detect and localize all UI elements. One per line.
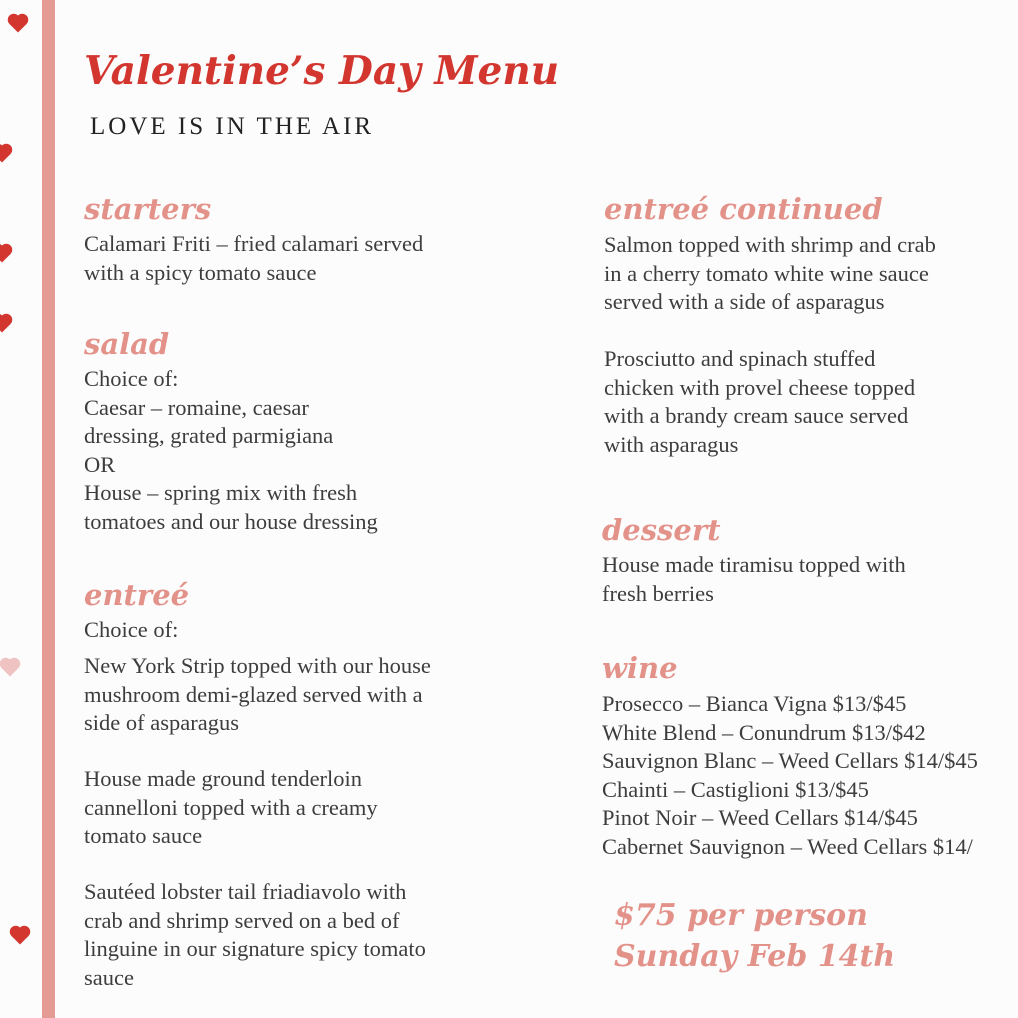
section-heading-entree-continued: entreé continued	[604, 192, 883, 226]
wine-item: White Blend – Conundrum $13/$42	[602, 719, 926, 745]
text-line: served with a side of asparagus	[604, 289, 885, 314]
heart-icon	[2, 660, 19, 677]
text-line: Salmon topped with shrimp and crab	[604, 232, 936, 257]
text-line: dressing, grated parmigiana	[84, 423, 334, 448]
text-line: Calamari Friti – fried calamari served	[84, 231, 424, 256]
text-line: House made tiramisu topped with	[602, 552, 906, 577]
text-line: linguine in our signature spicy tomato	[84, 936, 426, 961]
heart-icon	[10, 16, 27, 33]
section-heading-dessert: dessert	[602, 513, 721, 547]
text-line: Choice of:	[84, 617, 179, 642]
text-line: New York Strip topped with our house	[84, 653, 431, 678]
decorative-stripe	[42, 0, 55, 1018]
text-line: mushroom demi-glazed served with a	[84, 681, 423, 707]
menu-title: Valentine’s Day Menu	[84, 48, 560, 94]
heart-icon	[0, 146, 10, 163]
wine-item: Cabernet Sauvignon – Weed Cellars $14/	[602, 833, 973, 859]
entree-item	[84, 652, 431, 738]
entree-choice-label	[84, 616, 178, 645]
text-line: OR	[84, 451, 116, 477]
text-line: sauce	[84, 964, 134, 990]
text-line: Caesar – romaine, caesar	[84, 394, 309, 420]
section-heading-salad: salad	[84, 327, 170, 361]
wine-item: Pinot Noir – Weed Cellars $14/$45	[602, 805, 918, 830]
wine-item: Prosecco – Bianca Vigna $13/$45	[602, 691, 907, 716]
text-line: House made ground tenderloin	[84, 766, 363, 791]
entree-continued-item	[604, 345, 915, 459]
text-line: cannelloni topped with a creamy	[84, 794, 378, 820]
text-line: with a spicy tomato sauce	[84, 259, 317, 285]
entree-continued-item	[604, 231, 936, 317]
event-date: Sunday Feb 14th	[614, 939, 896, 974]
text-line: Sautéed lobster tail friadiavolo with	[84, 879, 407, 904]
menu-subtitle: LOVE IS IN THE AIR	[90, 113, 375, 140]
entree-item	[84, 765, 378, 851]
text-line: in a cherry tomato white wine sauce	[604, 260, 929, 286]
price-per-person: $75 per person	[614, 898, 868, 933]
wine-item: Chainti – Castiglioni $13/$45	[602, 776, 869, 802]
text-line: tomatoes and our house dressing	[84, 508, 378, 534]
heart-icon	[12, 928, 29, 945]
salad-description	[84, 365, 378, 536]
wine-item: Sauvignon Blanc – Weed Cellars $14/$45	[602, 748, 978, 773]
text-line: chicken with provel cheese topped	[604, 374, 916, 400]
section-heading-wine: wine	[602, 651, 678, 685]
text-line: Prosciutto and spinach stuffed	[604, 346, 876, 371]
starters-description	[84, 230, 423, 287]
text-line: crab and shrimp served on a bed of	[84, 907, 400, 933]
section-heading-entree: entreé	[84, 578, 190, 612]
heart-icon	[0, 246, 10, 263]
text-line: House – spring mix with fresh	[84, 480, 358, 505]
text-line: with a brandy cream sauce served	[604, 403, 909, 428]
section-heading-starters: starters	[84, 192, 212, 226]
text-line: side of asparagus	[84, 710, 239, 735]
wine-list	[602, 690, 1018, 861]
text-line: fresh berries	[602, 580, 714, 606]
heart-icon	[0, 316, 10, 333]
entree-item	[84, 878, 426, 992]
text-line: tomato sauce	[84, 823, 203, 848]
text-line: with asparagus	[604, 431, 739, 457]
text-line: Choice of:	[84, 366, 179, 391]
dessert-description	[602, 551, 906, 608]
